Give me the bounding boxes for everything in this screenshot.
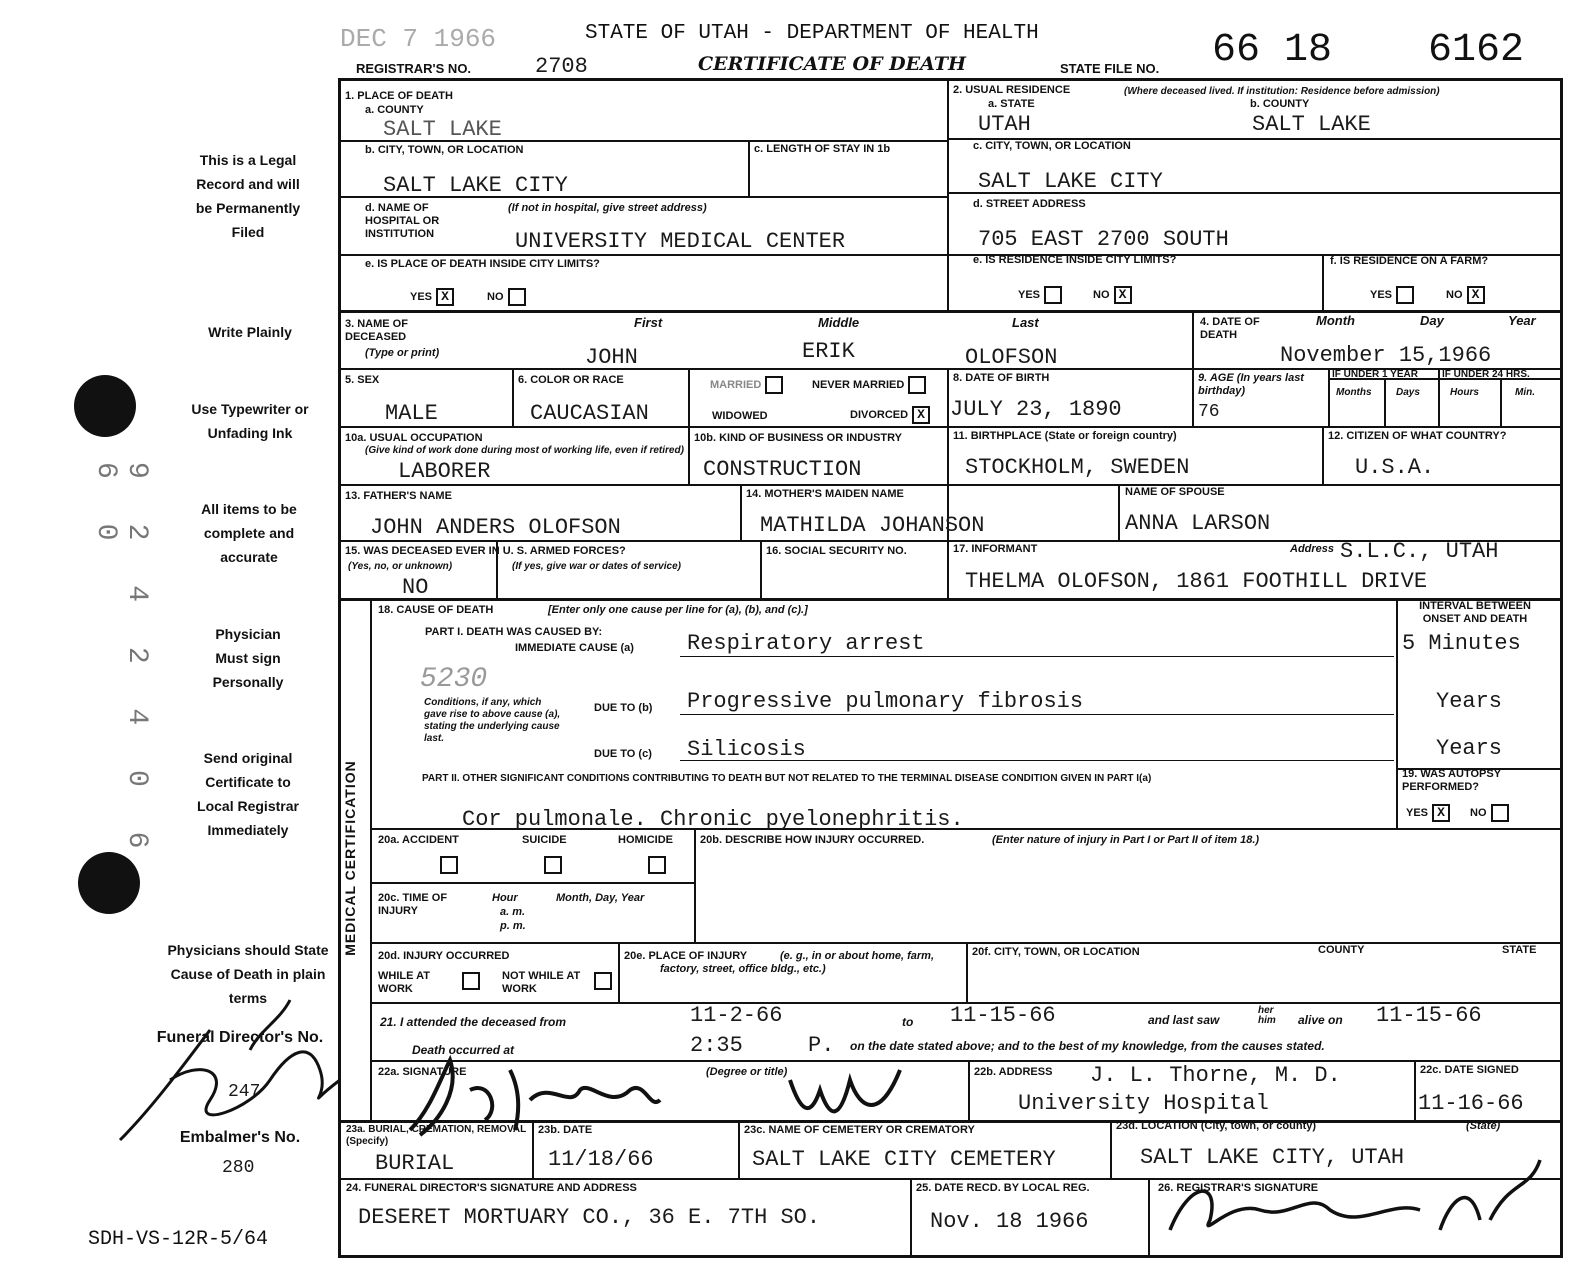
funeral-director-signature-label: 24. FUNERAL DIRECTOR'S SIGNATURE AND ADDRESS [346,1182,637,1194]
attended-to: 11-15-66 [950,1003,1056,1028]
death-occurred-note: on the date stated above; and to the best of my knowledge, from the causes stated. [850,1039,1325,1053]
interval-b: Years [1436,689,1503,714]
race-label: 6. COLOR OR RACE [518,374,624,386]
to-label: to [902,1015,914,1029]
agency-title: STATE OF UTAH - DEPARTMENT OF HEALTH [585,22,1039,45]
due-c-label: DUE TO (c) [594,748,652,760]
note-send-original: Send original Certificate to Local Registrar Immediately [197,750,299,838]
burial-date-label: 23b. DATE [538,1124,593,1136]
registrar-no-label: REGISTRAR'S NO. [356,61,472,76]
place-of-death-label: 1. PLACE OF DEATH [345,90,453,102]
cause-note: [Enter only one cause per line for (a), (b), and (c).] [548,604,808,616]
res-inside-no: NO X [1093,286,1132,304]
stay-label: c. LENGTH OF STAY IN 1b [754,143,891,155]
hour-label: Hour [492,892,518,904]
homicide-label: HOMICIDE [618,834,673,846]
res-street: 705 EAST 2700 SOUTH [978,227,1229,252]
armed-label: 15. WAS DECEASED EVER IN U. S. ARMED FORCES? [345,545,626,557]
last-saw-label: and last saw [1148,1013,1220,1027]
alive-on-label: alive on [1298,1013,1343,1027]
due-b-label: DUE TO (b) [594,702,653,714]
days-label: Days [1396,387,1420,398]
note-physicians-should: Physicians should State Cause of Death in plain terms [167,942,329,1006]
ssn-label: 16. SOCIAL SECURITY NO. [766,545,907,557]
signature-label: 22a. SIGNATURE [378,1066,467,1078]
form-title: CERTIFICATE OF DEATH [698,53,966,75]
farm-yes: YES [1370,286,1414,304]
how-label: 20b. DESCRIBE HOW INJURY OCCURRED. [700,834,925,846]
father: JOHN ANDERS OLOFSON [370,515,621,540]
pm-label: p. m. [500,920,526,932]
vertical-serial: 9 2 4 2 4 0 6 6 0 [90,462,152,863]
registrar-signature [1160,1140,1560,1250]
birthplace-label: 11. BIRTHPLACE (State or foreign country) [953,430,1177,442]
received-stamp: DEC 7 1966 [340,24,497,54]
citizen: U.S.A. [1355,455,1435,480]
burial-type: BURIAL [375,1151,455,1176]
divorced-label: DIVORCED X [850,406,930,424]
res-street-label: d. STREET ADDRESS [973,198,1086,210]
death-inside-yes: YES X [410,288,454,306]
death-city: SALT LAKE CITY [383,173,568,198]
date-received: Nov. 18 1966 [930,1209,1089,1234]
informant-label: 17. INFORMANT [953,543,1038,555]
hours-label: Hours [1450,387,1479,398]
hospital-note: (If not in hospital, give street address) [508,202,707,214]
injury-city-label: 20f. CITY, TOWN, OR LOCATION [972,946,1140,958]
note-write-plainly: Write Plainly [208,324,292,340]
her-him-label: her him [1258,1005,1276,1026]
date-signed: 11-16-66 [1418,1091,1524,1116]
date-of-death: November 15,1966 [1280,343,1492,368]
autopsy-label: 19. WAS AUTOPSY PERFORMED? [1402,768,1501,793]
cause-label: 18. CAUSE OF DEATH [378,604,494,616]
industry: CONSTRUCTION [703,457,862,482]
widowed-label: WIDOWED [712,410,768,422]
informant: THELMA OLOFSON, 1861 FOOTHILL DRIVE [965,569,1428,594]
hospital-label: d. NAME OF HOSPITAL OR INSTITUTION [365,202,440,240]
registrar-no: 2708 [535,54,588,79]
date-signed-label: 22c. DATE SIGNED [1420,1064,1519,1076]
occupation: LABORER [398,459,491,484]
medical-certification-label: MEDICAL CERTIFICATION [342,760,358,956]
while-work-label: WHILE AT WORK [378,970,430,995]
date-of-death-label: 4. DATE OF DEATH [1200,316,1260,341]
funeral-director: DESERET MORTUARY CO., 36 E. 7TH SO. [358,1205,821,1230]
burial-type-label: 23a. BURIAL, CREMATION, REMOVAL (Specify) [346,1124,527,1147]
date-received-label: 25. DATE RECD. BY LOCAL REG. [916,1182,1090,1194]
under-year-label: IF UNDER 1 YEAR [1332,369,1418,380]
res-inside-no-checkbox[interactable]: X [1114,286,1132,304]
age: 76 [1198,402,1220,422]
day-label: Day [1420,313,1444,328]
first-label: First [634,315,663,330]
farm-no: NO X [1446,286,1485,304]
autopsy-no: NO [1470,804,1509,822]
min-label: Min. [1515,387,1535,398]
middle-label: Middle [818,315,860,330]
interval-c: Years [1436,736,1503,761]
suicide-label: SUICIDE [522,834,567,846]
age-label: 9. AGE (In years last birthday) [1198,372,1304,397]
attended-label: 21. I attended the deceased from [380,1015,567,1029]
residence-note: (Where deceased lived. If institution: Residence before admission) [1124,86,1440,97]
res-county: SALT LAKE [1252,112,1371,137]
month-label: Month [1316,313,1355,328]
mother: MATHILDA JOHANSON [760,513,985,538]
immediate-cause: Respiratory arrest [687,631,925,656]
occupation-note: (Give kind of work done during most of working life, even if retired) [365,445,684,456]
hospital: UNIVERSITY MEDICAL CENTER [515,229,846,254]
interval-label: INTERVAL BETWEEN ONSET AND DEATH [1419,600,1531,625]
race: CAUCASIAN [530,401,649,426]
funeral-director-label: Funeral Director's No. [156,1029,324,1046]
married-label: MARRIED [710,376,783,394]
death-county: SALT LAKE [383,117,502,142]
death-inside-no-checkbox[interactable] [508,288,526,306]
deceased-name-note: (Type or print) [365,347,440,359]
death-inside-yes-checkbox[interactable]: X [436,288,454,306]
autopsy-yes-checkbox[interactable]: X [1432,804,1450,822]
last-name: OLOFSON [965,345,1058,370]
embalmer-label: Embalmer's No. [179,1129,301,1146]
occurred-label: 20d. INJURY OCCURRED [378,950,510,962]
farm-yes-checkbox[interactable] [1396,286,1414,304]
farm-no-checkbox[interactable]: X [1467,286,1485,304]
degree-label: (Degree or title) [706,1066,788,1078]
death-pm: P. [808,1033,835,1058]
state-file-no: 66 18 6162 [1212,28,1525,73]
physician-address-label: 22b. ADDRESS [974,1066,1053,1078]
res-inside-yes-checkbox[interactable] [1044,286,1062,304]
conditions-note: Conditions, if any, which gave rise to above cause (a), stating the underlying cause last. [424,697,561,744]
time-label: 20c. TIME OF INJURY [378,892,448,917]
while-work-checkbox[interactable] [462,972,480,990]
autopsy-yes: YES X [1406,804,1450,822]
dob-label: 8. DATE OF BIRTH [953,372,1050,384]
death-county-label: a. COUNTY [365,104,424,116]
never-married-checkbox[interactable] [908,376,926,394]
death-inside-no: NO [487,288,526,306]
occupation-label: 10a. USUAL OCCUPATION [345,432,483,444]
mother-label: 14. MOTHER'S MAIDEN NAME [746,488,904,500]
married-checkbox[interactable] [765,376,783,394]
not-while-checkbox[interactable] [594,972,612,990]
cemetery-label: 23c. NAME OF CEMETERY OR CREMATORY [744,1124,975,1136]
physician-signature [380,1050,940,1140]
note-complete: All items to be complete and accurate [201,501,297,565]
farm-label: f. IS RESIDENCE ON A FARM? [1330,255,1489,267]
place-injury-note: (e. g., in or about home, farm, factory, street, office bldg., etc.) [660,950,935,975]
sex-label: 5. SEX [345,374,380,386]
armed-note-2: (If yes, give war or dates of service) [512,561,681,572]
residence-label: 2. USUAL RESIDENCE [953,84,1071,96]
funeral-director-signature [110,990,350,1150]
death-occurred-label: Death occurred at [412,1043,515,1057]
res-state: UTAH [978,112,1031,137]
due-b: Progressive pulmonary fibrosis [687,689,1084,714]
informant-address-label: Address [1290,543,1335,555]
part2-label: PART II. OTHER SIGNIFICANT CONDITIONS CONTRIBUTING TO DEATH BUT NOT RELATED TO THE TERMINAL DISEASE CONDITION GIVEN IN PART I(a) [422,773,1152,784]
registrar-signature-label: 26. REGISTRAR'S SIGNATURE [1158,1182,1319,1194]
first-name: JOHN [585,345,638,370]
res-inside-yes: YES [1018,286,1062,304]
physician-address-2: University Hospital [1018,1091,1269,1116]
res-city: SALT LAKE CITY [978,169,1163,194]
res-city-label: c. CITY, TOWN, OR LOCATION [973,140,1131,152]
year-label: Year [1508,313,1536,328]
industry-label: 10b. KIND OF BUSINESS OR INDUSTRY [694,432,903,444]
never-married-label: NEVER MARRIED [812,376,926,394]
state-file-label: STATE FILE NO. [1060,61,1160,76]
burial-location-label: 23d. LOCATION (City, town, or county) [1116,1120,1317,1132]
armed: NO [402,575,429,600]
not-while-label: NOT WHILE AT WORK [502,970,581,995]
burial-state-label: (State) [1466,1120,1501,1132]
how-note: (Enter nature of injury in Part I or Part II of item 18.) [992,834,1260,846]
immediate-label: IMMEDIATE CAUSE (a) [515,642,634,654]
form-code: SDH-VS-12R-5/64 [88,1228,269,1251]
autopsy-no-checkbox[interactable] [1491,804,1509,822]
accident-label: 20a. ACCIDENT [378,834,459,846]
divorced-checkbox[interactable]: X [912,406,930,424]
mdy-label: Month, Day, Year [556,892,645,904]
cause-code: 5230 [420,664,488,695]
armed-note: (Yes, no, or unknown) [348,561,453,572]
am-label: a. m. [500,906,526,918]
note-typewriter: Use Typewriter or Unfading Ink [191,401,309,441]
interval-a: 5 Minutes [1402,631,1521,656]
death-inside-limits-label: e. IS PLACE OF DEATH INSIDE CITY LIMITS? [365,258,600,270]
suicide-checkbox[interactable] [544,856,562,874]
note-physician-sign: Physician Must sign Personally [212,626,284,690]
deceased-name-label: 3. NAME OF DECEASED [345,318,408,343]
due-c: Silicosis [687,737,806,762]
part1-label: PART I. DEATH WAS CAUSED BY: [425,626,603,638]
punch-hole-top [74,375,136,437]
injury-county-label: COUNTY [1318,944,1365,956]
funeral-director-no: 247 [228,1082,261,1102]
injury-state-label: STATE [1502,944,1537,956]
res-state-label: a. STATE [988,98,1035,110]
middle-name: ERIK [802,339,855,364]
death-city-label: b. CITY, TOWN, OR LOCATION [365,144,524,156]
homicide-checkbox[interactable] [648,856,666,874]
embalmer-no: 280 [222,1158,255,1178]
informant-city: S.L.C., UTAH [1340,539,1499,564]
physician-address-1: J. L. Thorne, M. D. [1090,1063,1341,1088]
citizen-label: 12. CITIZEN OF WHAT COUNTRY? [1328,430,1507,442]
attended-from: 11-2-66 [690,1003,783,1028]
dob: JULY 23, 1890 [950,397,1122,422]
spouse-label: NAME OF SPOUSE [1125,486,1225,498]
accident-checkbox[interactable] [440,856,458,874]
cemetery: SALT LAKE CITY CEMETERY [752,1147,1056,1172]
res-inside-limits-label: e. IS RESIDENCE INSIDE CITY LIMITS? [973,254,1177,266]
sex: MALE [385,401,438,426]
place-injury-label: 20e. PLACE OF INJURY [624,950,748,962]
alive-date: 11-15-66 [1376,1003,1482,1028]
birthplace: STOCKHOLM, SWEDEN [965,455,1190,480]
res-county-label: b. COUNTY [1250,98,1310,110]
note-legal-record: This is a Legal Record and will be Permanently Filed [195,152,301,240]
death-time: 2:35 [690,1033,743,1058]
part2-conditions: Cor pulmonale. Chronic pyelonephritis. [462,807,964,832]
burial-date: 11/18/66 [548,1147,654,1172]
under-day-label: IF UNDER 24 HRS. [1442,369,1530,380]
father-label: 13. FATHER'S NAME [345,490,452,502]
burial-location: SALT LAKE CITY, UTAH [1140,1145,1405,1170]
last-label: Last [1012,315,1039,330]
spouse: ANNA LARSON [1125,511,1271,536]
months-label: Months [1336,387,1372,398]
